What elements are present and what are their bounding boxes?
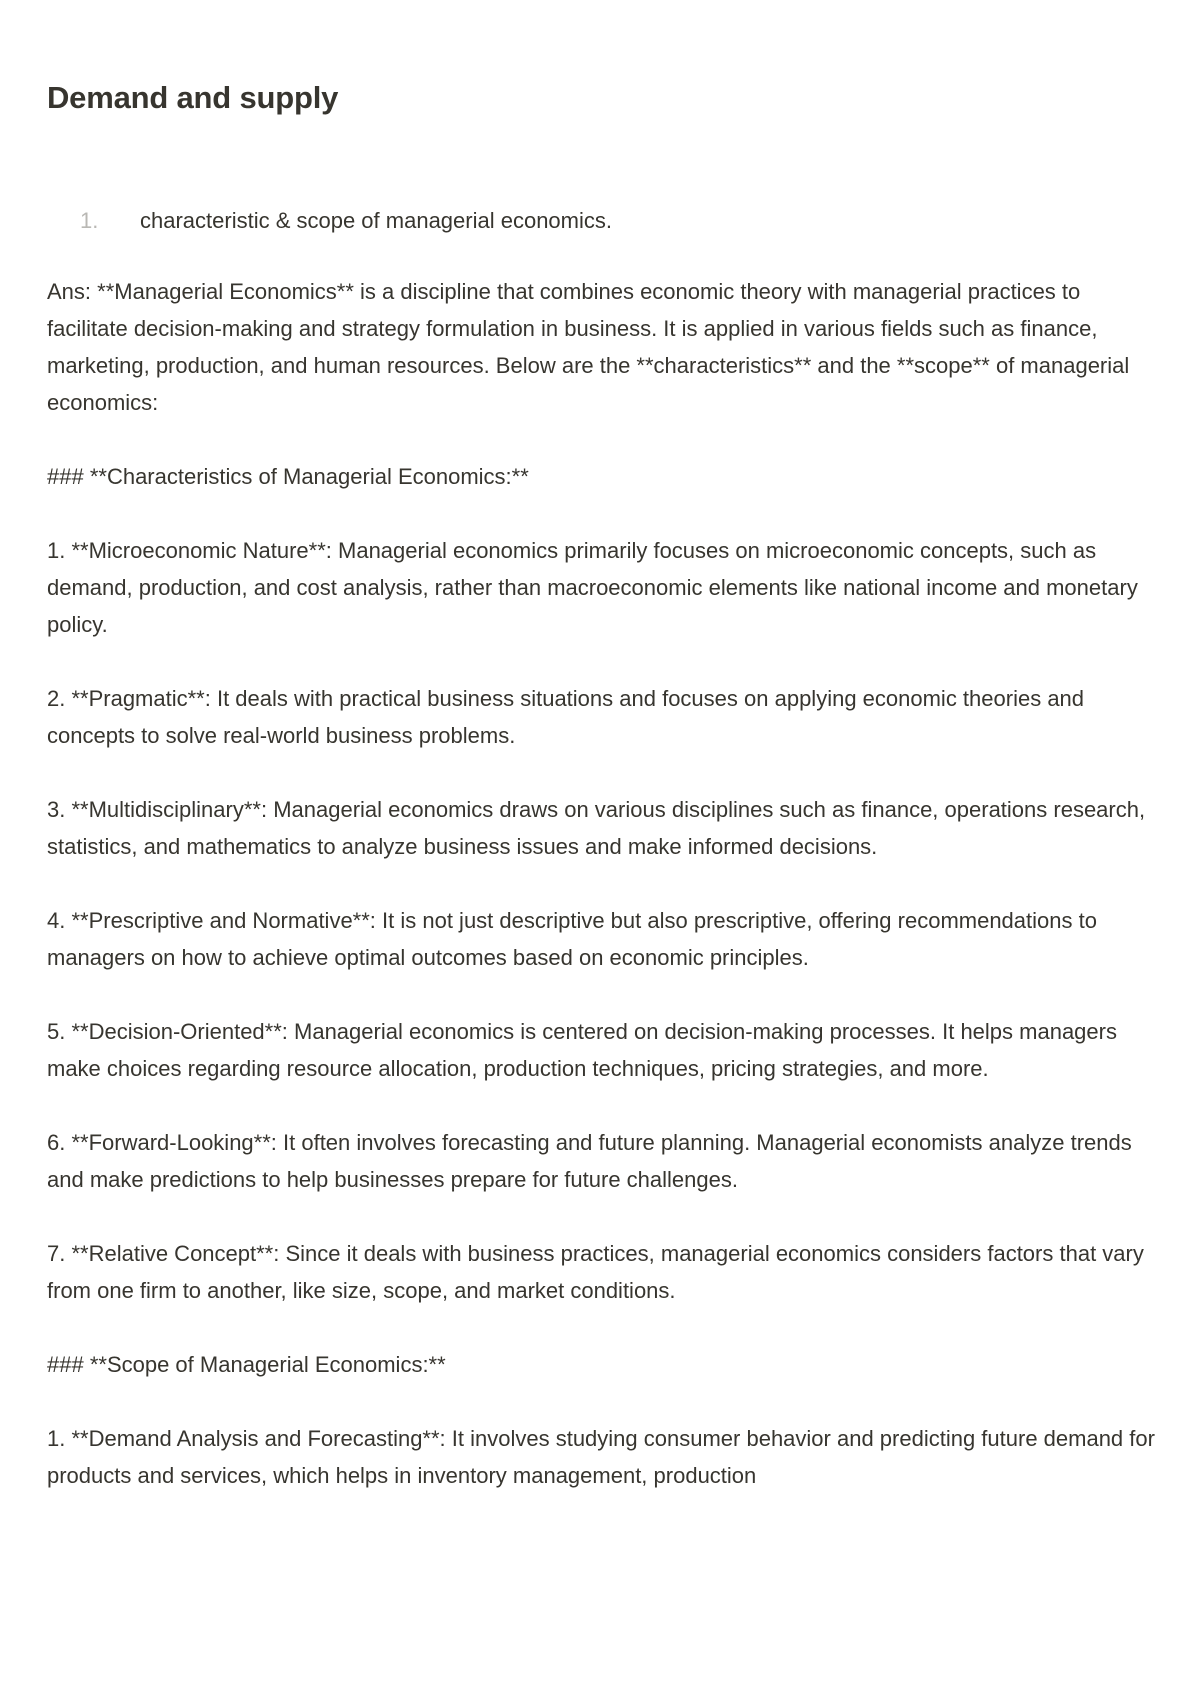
list-number: 1. <box>80 208 99 233</box>
characteristic-item: 4. **Prescriptive and Normative**: It is not just descriptive but also prescriptive, offering recommendations to managers on how to achieve optimal outcomes based on economic principles. <box>47 908 1097 970</box>
page-title: Demand and supply <box>47 80 339 115</box>
characteristics-heading: ### **Characteristics of Managerial Economics:** <box>47 464 529 489</box>
scope-item: 1. **Demand Analysis and Forecasting**: It involves studying consumer behavior and predicting future demand for products and services, which helps in inventory management, production <box>47 1426 1155 1488</box>
intro-paragraph: Ans: **Managerial Economics** is a discipline that combines economic theory with managerial practices to facilitate decision-making and strategy formulation in business. It is applied in various fields such as finance, marketing, production, and human resources. Below are the **characteristics** and the **scope** of managerial economics: <box>47 279 1130 415</box>
characteristic-item: 2. **Pragmatic**: It deals with practical business situations and focuses on applying economic theories and concepts to solve real-world business problems. <box>47 686 1085 748</box>
characteristic-item: 1. **Microeconomic Nature**: Managerial economics primarily focuses on microeconomic concepts, such as demand, production, and cost analysis, rather than macroeconomic elements like national income and monetary policy. <box>47 538 1138 637</box>
answer-body <box>47 273 1162 1531</box>
scope-heading: ### **Scope of Managerial Economics:** <box>47 1352 446 1377</box>
numbered-list-item <box>47 206 612 236</box>
characteristic-item: 3. **Multidisciplinary**: Managerial economics draws on various disciplines such as finance, operations research, statistics, and mathematics to analyze business issues and make informed decisions. <box>47 797 1146 859</box>
characteristic-item: 5. **Decision-Oriented**: Managerial economics is centered on decision-making processes. It helps managers make choices regarding resource allocation, production techniques, pricing strategies, and more. <box>47 1019 1117 1081</box>
list-item-text: characteristic & scope of managerial economics. <box>140 208 612 233</box>
characteristic-item: 7. **Relative Concept**: Since it deals with business practices, managerial economics considers factors that vary from one firm to another, like size, scope, and market conditions. <box>47 1241 1144 1303</box>
characteristic-item: 6. **Forward-Looking**: It often involves forecasting and future planning. Managerial economists analyze trends and make predictions to help businesses prepare for future challenges. <box>47 1130 1132 1192</box>
